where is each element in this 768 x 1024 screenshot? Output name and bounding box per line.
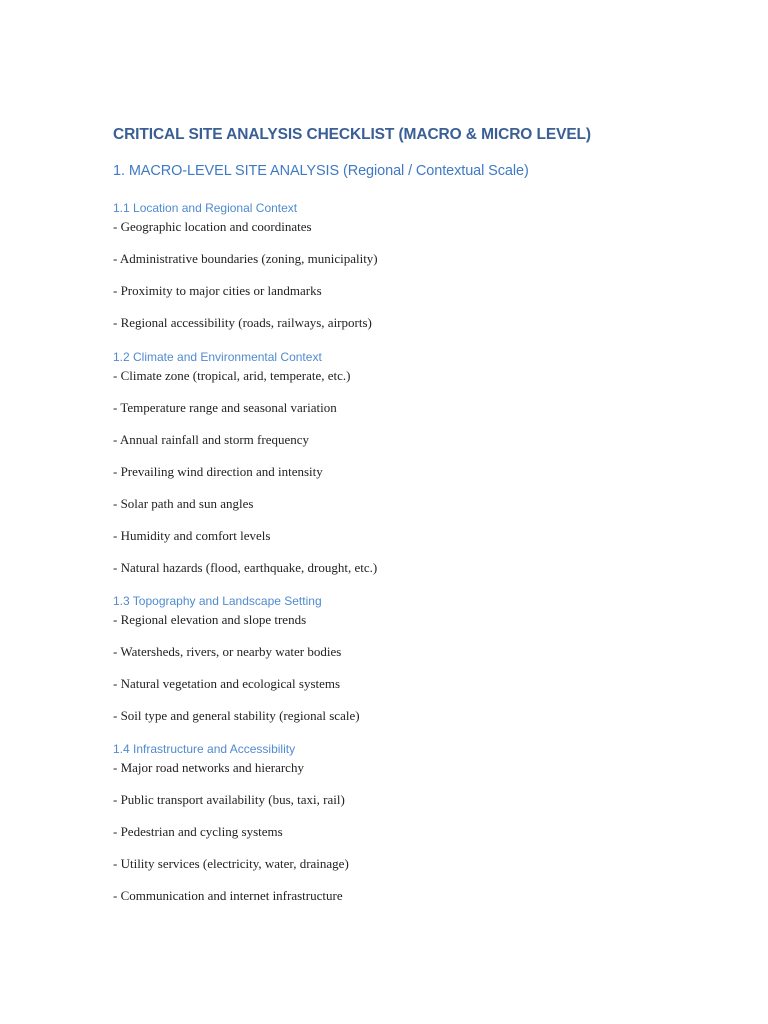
section-location [113, 200, 673, 348]
list-item: - Regional elevation and slope trends [113, 612, 307, 627]
list-item: - Climate zone (tropical, arid, temperate, etc.) [113, 368, 351, 383]
section-climate [113, 349, 673, 593]
list-item: - Prevailing wind direction and intensity [113, 464, 323, 479]
list-item: - Regional accessibility (roads, railways, airports) [113, 315, 372, 330]
list-item: - Communication and internet infrastructure [113, 888, 343, 903]
list-item: - Solar path and sun angles [113, 496, 254, 511]
subsection-heading: 1.4 Infrastructure and Accessibility [113, 742, 296, 756]
subsection-heading: 1.3 Topography and Landscape Setting [113, 594, 322, 608]
section-heading-macro: 1. MACRO-LEVEL SITE ANALYSIS (Regional / Contextual Scale) [113, 163, 529, 179]
list-item: - Public transport availability (bus, taxi, rail) [113, 792, 345, 807]
list-item: - Temperature range and seasonal variation [113, 400, 337, 415]
list-item: - Geographic location and coordinates [113, 219, 312, 234]
section-infrastructure [113, 741, 673, 921]
list-item: - Humidity and comfort levels [113, 528, 271, 543]
list-item: - Pedestrian and cycling systems [113, 824, 283, 839]
subsection-heading: 1.1 Location and Regional Context [113, 201, 298, 215]
list-item: - Soil type and general stability (regional scale) [113, 708, 360, 723]
list-item: - Utility services (electricity, water, drainage) [113, 856, 349, 871]
list-item: - Natural hazards (flood, earthquake, drought, etc.) [113, 560, 378, 575]
section-topography [113, 593, 673, 741]
list-item: - Natural vegetation and ecological systems [113, 676, 341, 691]
list-item: - Major road networks and hierarchy [113, 760, 304, 775]
list-item: - Annual rainfall and storm frequency [113, 432, 310, 447]
document-title: CRITICAL SITE ANALYSIS CHECKLIST (MACRO & MICRO LEVEL) [113, 126, 591, 143]
list-item: - Proximity to major cities or landmarks [113, 283, 322, 298]
list-item: - Watersheds, rivers, or nearby water bodies [113, 644, 342, 659]
subsection-heading: 1.2 Climate and Environmental Context [113, 350, 322, 364]
list-item: - Administrative boundaries (zoning, municipality) [113, 251, 378, 266]
